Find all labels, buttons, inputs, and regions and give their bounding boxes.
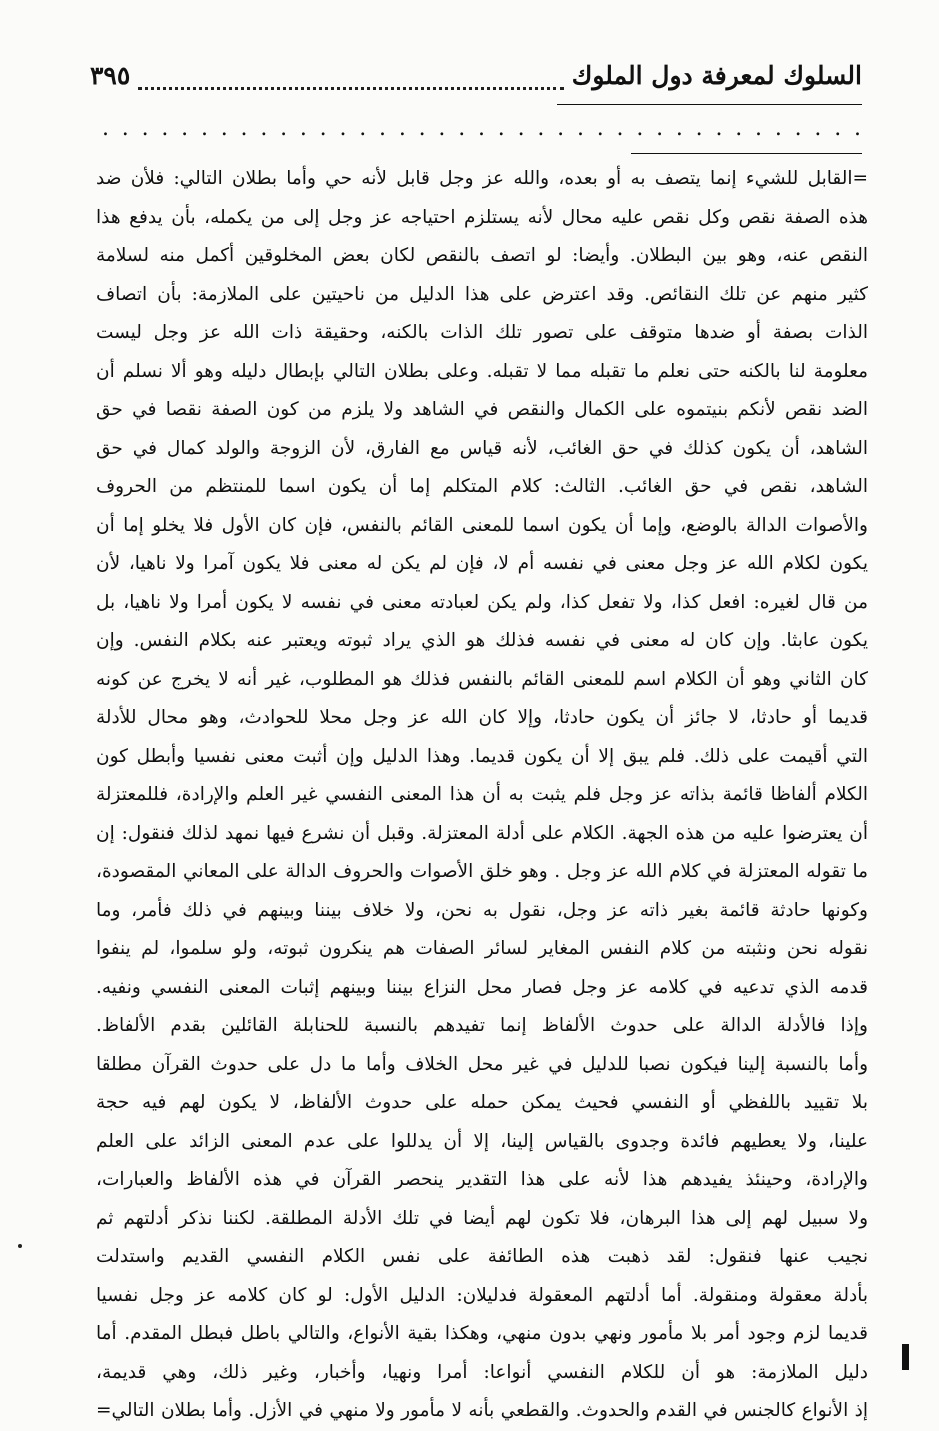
text-line: قديما أو حادثا، لا جائز أن يكون حادثا، وإلا كان الله عز وجل محلا للحوادث، وهو محال للأدلة bbox=[96, 707, 868, 728]
text-line: نقوله نحن ونثبته من كلام النفس المغاير لسائر الصفات هم ينكرون ثبوته، ولو سلموا، لم ينفوا bbox=[96, 938, 868, 959]
footnote-dots: . . . . . . . . . . . . . . . . . . . . . . . . . . . . . . . . . . . . . . . bbox=[102, 116, 862, 141]
text-line: يكون عابثا. وإن كان له معنى في نفسه فذلك هو الذي يراد ثبوته ويعتبر عنه بكلام النفس. وإن bbox=[96, 630, 868, 651]
text-line: من قال لغيره: افعل كذا، ولا تفعل كذا، ولم يكن لعبادته معنى في نفسه لا يكون أمرا ولا ناهيا، بل bbox=[96, 591, 868, 613]
text-line: النقص عنه، وهو بين البطلان. وأيضا: لو اتصف بالنقص لكان بعض المخلوقين أكمل منه لسلامة bbox=[96, 245, 868, 266]
footnote-body bbox=[96, 160, 868, 1431]
header-dot-leader bbox=[138, 77, 563, 90]
text-line: ولا سبيل لهم إلى هذا البرهان، فلا تكون لهم أيضا في تلك الأدلة المطلقة. لكننا نذكر أدلتهم ثم bbox=[96, 1207, 868, 1229]
text-line: الشاهد، نقص في حق الغائب. الثالث: كلام المتكلم إما أن يكون اسما للمنتظم من الحروف bbox=[96, 476, 868, 497]
text-line: بلا تقييد باللفظي أو النفسي فحيث يمكن حمله على حدوث الألفاظ، لا يكون لهم فيه حجة bbox=[96, 1092, 868, 1113]
text-line: معلومة لنا بالكنه حتى نعلم ما تقبله مما لا تقبله. وعلى بطلان التالي بإبطال دليله وهو ألا نسلم أن bbox=[96, 360, 868, 382]
text-line: نجيب عنها فنقول: لقد ذهبت هذه الطائفة على نفس الكلام النفسي القديم واستدلت bbox=[96, 1246, 868, 1267]
text-line: الضد نقص لأنكم بنيتموه على الكمال والنقص في الشاهد ولا يلزم من كون الصفة نقصا في حق bbox=[96, 399, 868, 420]
text-line: بأدلة معقولة ومنقولة. أما أدلتهم المعقولة فدليلان: الدليل الأول: لو كان كلامه عز وجل نفسيا bbox=[96, 1284, 868, 1306]
page-header bbox=[90, 55, 862, 95]
scan-speck bbox=[18, 1244, 22, 1248]
page-number: ٣٩٥ bbox=[90, 60, 131, 90]
text-line: وكونها حادثة قائمة بغير ذاته عز وجل، نقول به نحن، ولا خلاف بيننا وبينهم في ذلك فأمر، وما bbox=[96, 899, 868, 921]
header-rule bbox=[557, 104, 862, 105]
text-line: الشاهد، أن يكون كذلك في حق الغائب، لأنه قياس مع الفارق، لأن الزوجة والولد كمال في حق bbox=[96, 437, 868, 459]
text-line: التي أقيمت على ذلك. فلم يبق إلا أن يكون قديما. وهذا الدليل وإن أثبت معنى نفسيا وأبطل كون bbox=[96, 745, 868, 767]
footnote-rule bbox=[631, 153, 862, 154]
text-line: كان الثاني وهو أن الكلام اسم للمعنى القائم بالنفس فذلك هو المطلوب، غير أنه لا يخرج عن كونه bbox=[96, 668, 868, 690]
text-line: أن يعترضوا عليه من هذه الجهة. الكلام على أدلة المعتزلة. وقبل أن نشرع فيها نمهد لذلك فنقول: إن bbox=[96, 822, 868, 844]
text-line: الكلام ألفاظا قائمة بذاته عز وجل فلم يثبت به أن هذا المعنى النفسي غير العلم والإرادة، فللمعتزلة bbox=[96, 784, 868, 805]
text-line: هذه الصفة نقص وكل نقص عليه محال لأنه يستلزم احتياجه عز وجل إلى من يكمله، بأن يدفع هذا bbox=[96, 206, 868, 228]
text-line: دليل الملازمة: هو أن للكلام النفسي أنواعا: أمرا ونهيا، وأخبار، وغير ذلك، وهي قديمة، bbox=[96, 1361, 868, 1383]
text-line: ما تقوله المعتزلة في كلام الله عز وجل . وهو خلق الأصوات والحروف الدالة على المعاني المقصودة، bbox=[96, 861, 868, 882]
text-line: =القابل للشيء إنما يتصف به أو بعده، والله عز وجل قابل لأنه حي وأما بطلان التالي: فلأن ضد bbox=[96, 168, 868, 189]
text-line: والإرادة، وحينئذ يفيدهم هذا لأنه على هذا التقدير ينحصر القرآن في هذه الألفاظ والعبارات، bbox=[96, 1169, 868, 1190]
text-line: وإذا فالأدلة الدالة على حدوث الألفاظ إنما تفيدهم بالنسبة للحنابلة القائلين بقدم الألفاظ. bbox=[96, 1015, 868, 1036]
text-line: علينا، ولا يعطيهم فائدة وجدوى بالقياس إلينا، إلا أن يدللوا على عدم المعنى الزائد على العلم bbox=[96, 1130, 868, 1152]
text-line: الذات بصفة أو ضدها متوقف على تصور تلك الذات بالكنه، وحقيقة ذات الله عز وجل ليست bbox=[96, 322, 868, 343]
text-line: قدمه الذي تدعيه في كلامه عز وجل فصار محل النزاع بيننا وبينهم إثبات المعنى النفسي ونفيه. bbox=[96, 976, 868, 998]
book-title: السلوك لمعرفة دول الملوك bbox=[571, 60, 862, 90]
text-line: وأما بالنسبة إلينا فيكون نصبا للدليل في غير محل الخلاف وأما ما دل على حدوث القرآن مطلقا bbox=[96, 1053, 868, 1075]
text-line: كثير منهم عن تلك النقائص. وقد اعترض على هذا الدليل من ناحيتين على الملازمة: بأن اتصاف bbox=[96, 283, 868, 305]
text-line: قديما لزم وجود أمر بلا مأمور ونهي بدون منهي، وهكذا بقية الأنواع، والتالي باطل فبطل المقدم. أما bbox=[96, 1323, 868, 1344]
text-line: والأصوات الدالة بالوضع، وإما أن يكون اسما للمعنى القائم بالنفس، فإن كان الأول فلا يخلو إما أن bbox=[96, 514, 868, 536]
page-edge-mark bbox=[902, 1344, 909, 1370]
text-line: إذ الأنواع كالجنس في القدم والحدوث. والقطعي بأنه لا مأمور ولا منهي في الأزل. وأما بطلان التالي= bbox=[96, 1400, 868, 1421]
text-line: يكون لكلام الله عز وجل معنى في نفسه أم لا، فإن لم يكن له معنى فلا يكون آمرا ولا ناهيا، لأن bbox=[96, 553, 868, 574]
